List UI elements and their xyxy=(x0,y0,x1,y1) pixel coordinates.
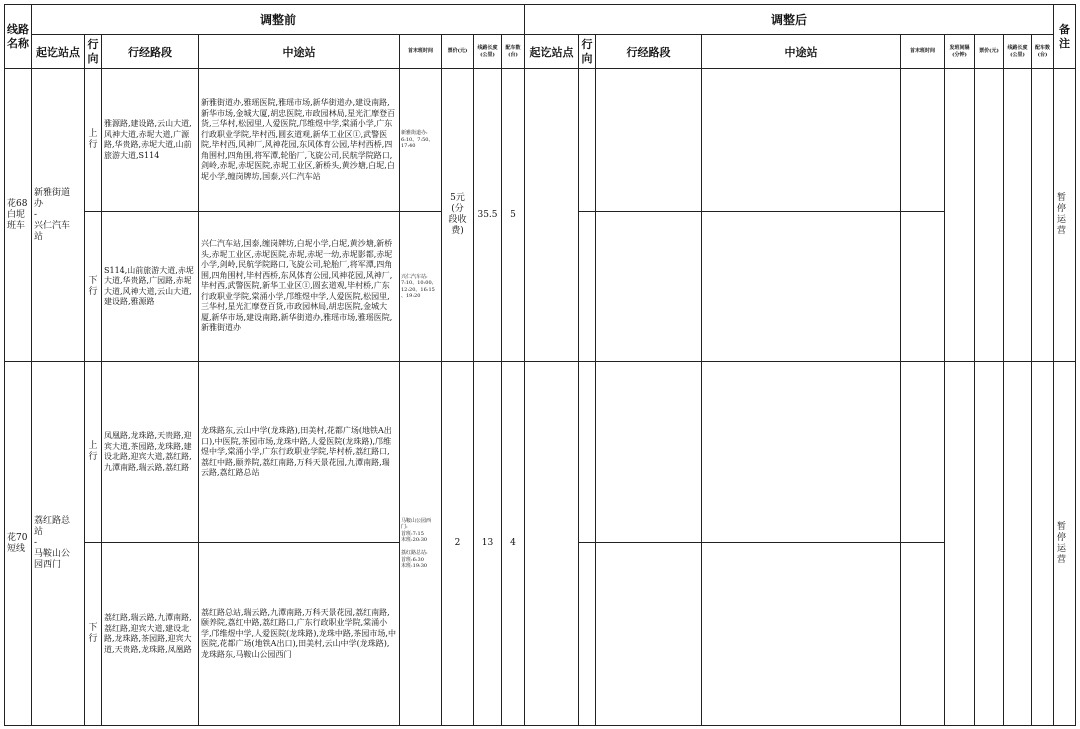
empty-cell xyxy=(702,362,901,543)
table-row xyxy=(5,362,1076,543)
first-last-time-header: 首末班时间 xyxy=(400,35,442,69)
direction-header-after: 行 向 xyxy=(579,35,596,69)
mid-stations-header-after: 中途站 xyxy=(702,35,901,69)
mid-stations: 龙珠路东,云山中学(龙珠路),田美村,花都广场(地铁A出口),中医院,茶园市场,龙珠中路,人爱医院(龙珠路),邝维煜中学,棠涌小学,广东行政职业学院,毕村桥,荔红路口,荔红中路,颐养院,荔红南路,万科天景花园,九潭南路,瑞云路,荔红路总站 xyxy=(199,362,400,543)
length-header-after: 线路长度 (公里) xyxy=(1004,35,1032,69)
start-end-stations: 新雅街道 办 - 兴仁汽车 站 xyxy=(32,69,85,362)
route-name: 花68 白坭 班车 xyxy=(5,69,32,362)
remark-value: 暂停 运营 xyxy=(1054,69,1076,362)
empty-cell xyxy=(1004,362,1032,726)
vehicles-header: 配车数 (台) xyxy=(502,35,525,69)
empty-cell xyxy=(901,211,945,362)
remark-header: 备注 xyxy=(1054,5,1076,69)
first-last-time: 兴仁汽车站: 7:10、10:00、 12:20、16:15 、19:20 xyxy=(400,211,442,362)
fare-value: 2 xyxy=(442,362,474,726)
route-section: 凤凰路,龙珠路,天贵路,迎宾大道,茶园路,龙珠路,建设北路,迎宾大道,荔红路,九潭南路,瑞云路,荔红路 xyxy=(102,362,199,543)
route-section: 荔红路,瑞云路,九潭南路,荔红路,迎宾大道,建设北路,龙珠路,茶园路,迎宾大道,天贵路,龙珠路,凤凰路 xyxy=(102,543,199,726)
empty-cell xyxy=(901,362,945,543)
empty-cell xyxy=(525,69,579,362)
empty-cell xyxy=(702,211,901,362)
first-last-time: 马鞍山公园西 门: 首班:7:15 末班:20:30 荔红路总站: 首班:6:30 末班:19:30 xyxy=(400,362,442,726)
empty-cell xyxy=(579,211,596,362)
route-name: 花70 短线 xyxy=(5,362,32,726)
route-section-header: 行经路段 xyxy=(102,35,199,69)
empty-cell xyxy=(596,69,702,212)
empty-cell xyxy=(945,69,975,362)
route-adjustment-table xyxy=(4,4,1076,726)
start-end-header: 起讫站点 xyxy=(32,35,85,69)
empty-cell xyxy=(1032,362,1054,726)
direction-up: 上 行 xyxy=(85,69,102,212)
empty-cell xyxy=(975,69,1004,362)
direction-down: 下 行 xyxy=(85,543,102,726)
empty-cell xyxy=(1004,69,1032,362)
direction-down: 下 行 xyxy=(85,211,102,362)
remark-value: 暂停 运营 xyxy=(1054,362,1076,726)
vehicles-value: 4 xyxy=(502,362,525,726)
mid-stations: 荔红路总站,瑞云路,九潭南路,万科天景花园,荔红南路,颐养院,荔红中路,荔红路口,广东行政职业学院,棠涌小学,邝维煜中学,人爱医院(龙珠路),龙珠中路,茶园市场,中医院,花都广场(地铁A出口),田美村,云山中学(龙珠路),龙珠路东,马鞍山公园西门 xyxy=(199,543,400,726)
route-section-header-after: 行经路段 xyxy=(596,35,702,69)
empty-cell xyxy=(596,362,702,543)
route-section: S114,山前旅游大道,赤坭大道,华贵路,广园路,赤坭大道,风神大道,云山大道,建设路,雅源路 xyxy=(102,211,199,362)
fare-value: 5元 (分 段收 费) xyxy=(442,69,474,362)
empty-cell xyxy=(579,543,596,726)
start-end-stations: 荔红路总 站 - 马鞍山公 园西门 xyxy=(32,362,85,726)
direction-header: 行 向 xyxy=(85,35,102,69)
empty-cell xyxy=(901,543,945,726)
length-value: 35.5 xyxy=(474,69,502,362)
empty-cell xyxy=(702,543,901,726)
table-row xyxy=(5,69,1076,212)
start-end-header-after: 起讫站点 xyxy=(525,35,579,69)
fare-header: 票价(元) xyxy=(442,35,474,69)
empty-cell xyxy=(901,69,945,212)
first-last-time: 新雅街道办: 6:10、7:50、 17:40 xyxy=(400,69,442,212)
empty-cell xyxy=(1032,69,1054,362)
mid-stations: 兴仁汽车站,国泰,缠岗牌坊,白坭小学,白坭,黄沙塘,新桥头,赤坭工业区,赤坭医院,赤坭,赤坭一幼,赤坭影都,赤坭小学,剑岭,民航学院路口,飞旋公司,轮胎厂,将军潭,四角围,四角围村,毕村西桥,东风体育公园,风神花园,风神厂,毕村西,武警医院,新华工业区①,圆玄道观,毕村桥,广东行政职业学院,棠涌小学,邝维煜中学,人爱医院,松园里,三华村,星光汇摩登百货,市政园林局,胡忠医院,金城大厦,新华市场,建设南路,新华街道办,雅瑶市场,雅瑶医院,新雅街道办 xyxy=(199,211,400,362)
empty-cell xyxy=(945,362,975,726)
fare-header-after: 票价(元) xyxy=(975,35,1004,69)
route-section: 雅源路,建设路,云山大道,风神大道,赤坭大道,广源路,华贵路,赤坭大道,山前旅游大道,S114 xyxy=(102,69,199,212)
empty-cell xyxy=(579,69,596,212)
empty-cell xyxy=(579,362,596,543)
direction-up: 上 行 xyxy=(85,362,102,543)
mid-stations: 新雅街道办,雅瑶医院,雅瑶市场,新华街道办,建设南路,新华市场,金城大厦,胡忠医院,市政园林局,星光汇摩登百货,三华村,松园里,人爱医院,邝维煜中学,棠涌小学,广东行政职业学院,毕村西,圆玄道观,新华工业区①,武警医院,毕村西,风神厂,风神花园,东风体育公园,毕村西桥,四角围村,四角围,将军潭,轮胎厂,飞旋公司,民航学院路口,剑岭,赤坭,赤坭医院,赤坭工业区,新桥头,黄沙塘,白坭,白坭小学,缠岗牌坊,国泰,兴仁汽车站 xyxy=(199,69,400,212)
length-value: 13 xyxy=(474,362,502,726)
length-header: 线路长度 (公里) xyxy=(474,35,502,69)
before-adjustment-header: 调整前 xyxy=(32,5,525,35)
empty-cell xyxy=(975,362,1004,726)
line-name-header: 线路 名称 xyxy=(5,5,32,69)
empty-cell xyxy=(596,211,702,362)
empty-cell xyxy=(596,543,702,726)
mid-stations-header: 中途站 xyxy=(199,35,400,69)
vehicles-value: 5 xyxy=(502,69,525,362)
empty-cell xyxy=(525,362,579,726)
headway-header: 发班间隔 (分钟) xyxy=(945,35,975,69)
empty-cell xyxy=(702,69,901,212)
after-adjustment-header: 调整后 xyxy=(525,5,1054,35)
first-last-time-header-after: 首末班时间 xyxy=(901,35,945,69)
vehicles-header-after: 配车数 (台) xyxy=(1032,35,1054,69)
